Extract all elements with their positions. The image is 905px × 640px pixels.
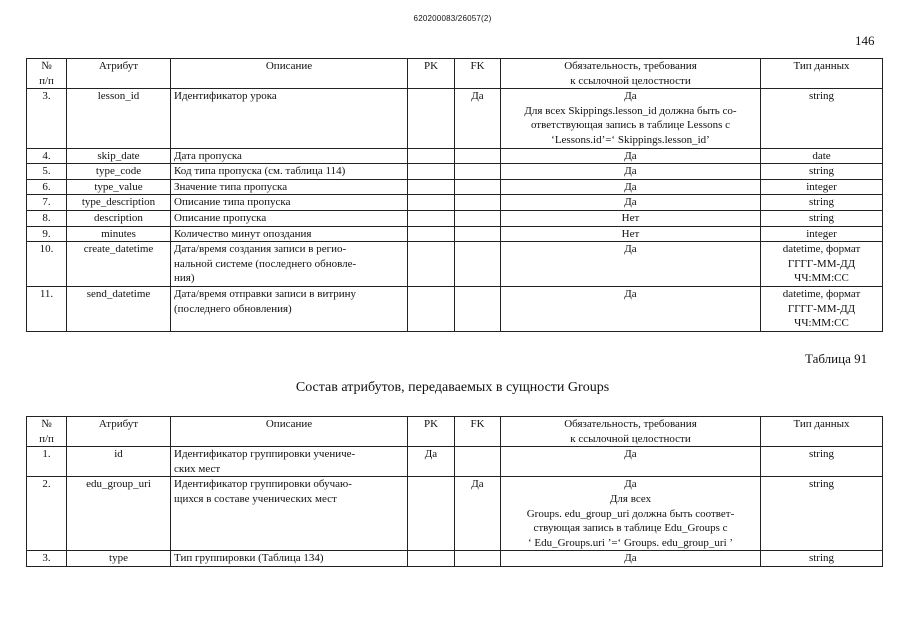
header-requirements: Обязательность, требования к ссылочной целостности bbox=[501, 59, 761, 89]
cell-fk bbox=[455, 210, 501, 226]
cell-attribute: lesson_id bbox=[67, 89, 171, 148]
cell-description: Описание типа пропуска bbox=[171, 195, 408, 211]
header-num: № п/п bbox=[27, 417, 67, 447]
attributes-table-skippings bbox=[26, 58, 883, 332]
table-row bbox=[27, 477, 883, 551]
cell-number: 6. bbox=[27, 179, 67, 195]
cell-number: 5. bbox=[27, 164, 67, 180]
cell-fk: Да bbox=[455, 477, 501, 551]
cell-pk bbox=[408, 226, 455, 242]
attributes-table-groups bbox=[26, 416, 883, 567]
cell-number: 1. bbox=[27, 447, 67, 477]
table-row bbox=[27, 164, 883, 180]
cell-description: Описание пропуска bbox=[171, 210, 408, 226]
table-row bbox=[27, 551, 883, 567]
cell-data-type: string bbox=[761, 551, 883, 567]
header-data-type: Тип данных bbox=[761, 59, 883, 89]
cell-description: Дата пропуска bbox=[171, 148, 408, 164]
cell-fk bbox=[455, 286, 501, 331]
cell-attribute: edu_group_uri bbox=[67, 477, 171, 551]
cell-number: 2. bbox=[27, 477, 67, 551]
cell-pk bbox=[408, 195, 455, 211]
cell-description: Тип группировки (Таблица 134) bbox=[171, 551, 408, 567]
table-number-label: Таблица 91 bbox=[805, 351, 868, 366]
cell-description: Значение типа пропуска bbox=[171, 179, 408, 195]
table-row bbox=[27, 195, 883, 211]
cell-pk bbox=[408, 477, 455, 551]
cell-data-type: string bbox=[761, 210, 883, 226]
cell-fk bbox=[455, 551, 501, 567]
cell-number: 4. bbox=[27, 148, 67, 164]
cell-description: Код типа пропуска (см. таблица 114) bbox=[171, 164, 408, 180]
table-header-row bbox=[27, 59, 883, 89]
header-description: Описание bbox=[171, 417, 408, 447]
cell-description: Идентификатор группировки обучаю- щихся в составе ученических мест bbox=[171, 477, 408, 551]
cell-attribute: id bbox=[67, 447, 171, 477]
cell-requirements: Да bbox=[501, 551, 761, 567]
header-data-type: Тип данных bbox=[761, 417, 883, 447]
cell-number: 3. bbox=[27, 89, 67, 148]
cell-description: Дата/время создания записи в регио- нальной системе (последнего обновле- ния) bbox=[171, 242, 408, 287]
cell-requirements: Да Для всех Groups. edu_group_uri должна быть соответ- ствующая запись в таблице Edu_Groups с ‘ Edu_Groups.uri ’=‘ Groups. edu_group_uri ’ bbox=[501, 477, 761, 551]
cell-requirements: Да bbox=[501, 179, 761, 195]
header-requirements: Обязательность, требования к ссылочной целостности bbox=[501, 417, 761, 447]
table-row bbox=[27, 89, 883, 148]
cell-fk bbox=[455, 164, 501, 180]
cell-pk bbox=[408, 286, 455, 331]
table-row bbox=[27, 286, 883, 331]
cell-fk: Да bbox=[455, 89, 501, 148]
cell-number: 7. bbox=[27, 195, 67, 211]
cell-attribute: type_code bbox=[67, 164, 171, 180]
table-title: Состав атрибутов, передаваемых в сущности Groups bbox=[295, 380, 610, 395]
page-number: 146 bbox=[855, 33, 875, 48]
cell-description: Идентификатор группировки учениче- ских мест bbox=[171, 447, 408, 477]
header-fk: FK bbox=[455, 59, 501, 89]
cell-attribute: type_description bbox=[67, 195, 171, 211]
cell-pk bbox=[408, 551, 455, 567]
cell-requirements: Да bbox=[501, 447, 761, 477]
cell-attribute: skip_date bbox=[67, 148, 171, 164]
cell-attribute: type bbox=[67, 551, 171, 567]
table-row bbox=[27, 210, 883, 226]
header-num: № п/п bbox=[27, 59, 67, 89]
cell-data-type: string bbox=[761, 447, 883, 477]
cell-pk bbox=[408, 148, 455, 164]
cell-data-type: datetime, формат ГГГГ-ММ-ДД ЧЧ:ММ:СС bbox=[761, 242, 883, 287]
header-fk: FK bbox=[455, 417, 501, 447]
header-description: Описание bbox=[171, 59, 408, 89]
cell-fk bbox=[455, 195, 501, 211]
cell-description: Количество минут опоздания bbox=[171, 226, 408, 242]
table-row bbox=[27, 242, 883, 287]
cell-fk bbox=[455, 242, 501, 287]
cell-attribute: send_datetime bbox=[67, 286, 171, 331]
cell-number: 3. bbox=[27, 551, 67, 567]
cell-pk bbox=[408, 89, 455, 148]
cell-requirements: Да bbox=[501, 242, 761, 287]
cell-requirements: Да bbox=[501, 286, 761, 331]
cell-requirements: Нет bbox=[501, 210, 761, 226]
cell-pk bbox=[408, 242, 455, 287]
cell-data-type: string bbox=[761, 89, 883, 148]
header-attribute: Атрибут bbox=[67, 59, 171, 89]
header-pk: PK bbox=[408, 417, 455, 447]
table-header-row bbox=[27, 417, 883, 447]
cell-attribute: type_value bbox=[67, 179, 171, 195]
cell-fk bbox=[455, 447, 501, 477]
table-row bbox=[27, 447, 883, 477]
cell-data-type: datetime, формат ГГГГ-ММ-ДД ЧЧ:ММ:СС bbox=[761, 286, 883, 331]
header-attribute: Атрибут bbox=[67, 417, 171, 447]
cell-fk bbox=[455, 179, 501, 195]
cell-number: 9. bbox=[27, 226, 67, 242]
cell-pk bbox=[408, 179, 455, 195]
cell-fk bbox=[455, 148, 501, 164]
cell-fk bbox=[455, 226, 501, 242]
cell-pk bbox=[408, 164, 455, 180]
cell-attribute: create_datetime bbox=[67, 242, 171, 287]
cell-data-type: string bbox=[761, 195, 883, 211]
cell-pk: Да bbox=[408, 447, 455, 477]
table-row bbox=[27, 226, 883, 242]
cell-requirements: Да bbox=[501, 164, 761, 180]
cell-number: 10. bbox=[27, 242, 67, 287]
table-row bbox=[27, 179, 883, 195]
cell-data-type: integer bbox=[761, 226, 883, 242]
cell-attribute: minutes bbox=[67, 226, 171, 242]
cell-requirements: Нет bbox=[501, 226, 761, 242]
cell-requirements: Да bbox=[501, 195, 761, 211]
cell-number: 8. bbox=[27, 210, 67, 226]
table-row bbox=[27, 148, 883, 164]
cell-description: Дата/время отправки записи в витрину (последнего обновления) bbox=[171, 286, 408, 331]
cell-attribute: description bbox=[67, 210, 171, 226]
cell-description: Идентификатор урока bbox=[171, 89, 408, 148]
cell-data-type: date bbox=[761, 148, 883, 164]
cell-data-type: string bbox=[761, 164, 883, 180]
header-pk: PK bbox=[408, 59, 455, 89]
cell-data-type: string bbox=[761, 477, 883, 551]
document-id: 620200083/26057(2) bbox=[413, 14, 492, 23]
cell-requirements: Да bbox=[501, 148, 761, 164]
cell-pk bbox=[408, 210, 455, 226]
cell-number: 11. bbox=[27, 286, 67, 331]
cell-data-type: integer bbox=[761, 179, 883, 195]
cell-requirements: Да Для всех Skippings.lesson_id должна быть со- ответствующая запись в таблице Lessons с ‘Lessons.id’=‘ Skippings.lesson_id’ bbox=[501, 89, 761, 148]
